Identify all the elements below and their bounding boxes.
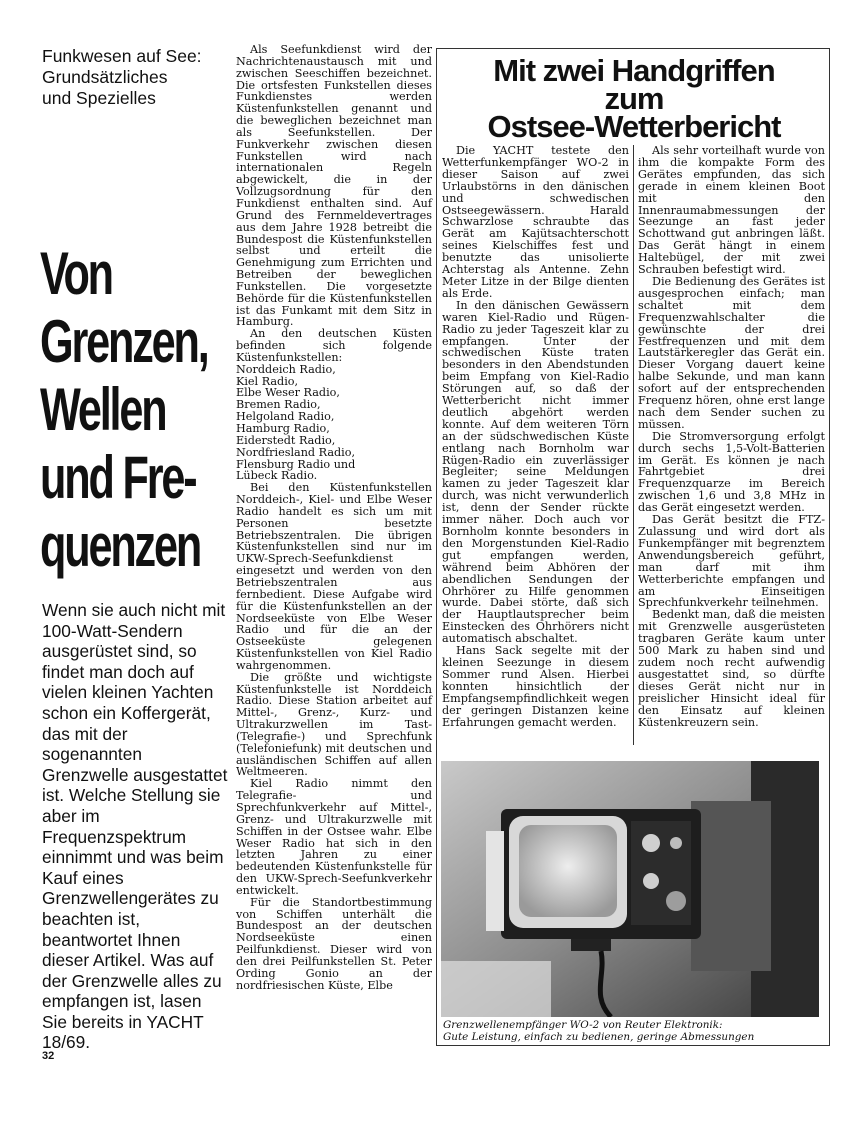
paragraph: In den dänischen Gewässern waren Kiel-Radio und Rügen-Radio zu jeder Tageszeit klar zu empfangen. Unter der schwedischen Küste traten besonders in den Abendstunden beim Empfang von Kiel-Radio Störungen auf, so daß der Wetterbericht nicht immer deutlich abgehört werden konnte. Auf dem weiteren Törn an der südschwedischen Küste entlang nach Bornholm war Rügen-Radio ein zuverlässiger Begleiter; seine Meldungen kamen zu jeder Tageszeit klar durch, was nicht verwunderlich ist, denn der Sender rückte immer näher. Doch auch vor Bornholm konnte besonders in den Morgenstunden Kiel-Radio gut empfangen werden, während beim Abhören der abendlichen Sendungen der Ohrhörer zu Hilfe genommen wurde. Dabei störte, daß sich der Hauptlautsprecher beim Einstecken des Ohrhörers nicht automatisch abschaltet.: [442, 298, 629, 646]
paragraph: Bei den Küstenfunkstellen Norddeich-, Kiel- und Elbe Weser Radio handelt es sich um mit Personen besetzte Betriebszentralen. Die übrigen Küstenfunkstellen sind nur im UKW-Sprech-Seefunkdienst eingesetzt und werden von den Betriebszentralen aus fernbedient. Diese Aufgabe wird für die Küstenfunkstellen an der Nordseeküste von Elbe Weser Radio und für die an der Ostseeküste gelegenen Küstenfunkstellen von Kiel Radio wahrgenommen.: [236, 481, 432, 672]
paragraph: Hans Sack segelte mit der kleinen Seezunge in diesem Sommer rund Alsen. Hierbei konnten hinsichtlich der Empfangsempfindlichkeit wegen der geringen Distanzen keine Erfahrungen gemacht werden.: [442, 644, 629, 729]
box-column-left: [442, 145, 629, 728]
paragraph: Die YACHT testete den Wetterfunkempfänger WO-2 in dieser Saison auf zwei Urlaubstörns in den dänischen und schwedischen Ostseegewässern. Harald Schwarzlose schraubte das Gerät am Kajütsachterschott seines Kielschiffes fest und benutzte das unisolierte Achterstag als Antenne. Zehn Meter Litze in der Bilge dienten als Erde.: [442, 144, 629, 300]
article-lead: Wenn sie auch nicht mit 100-Watt-Sendern ausgerüstet sind, so findet man doch auf vielen kleinen Yachten schon ein Koffergerät, das mit der sogenannten Grenzwelle ausgestattet ist. Welche Stellung sie aber im Frequenzspektrum einnimmt und was beim Kauf eines Grenzwellengerätes zu beachten ist, beantwortet Ihnen dieser Artikel. Was auf der Grenzwelle alles zu empfangen ist, lasen Sie bereits in YACHT 18/69.: [42, 600, 228, 1053]
paragraph: Bedenkt man, daß die meisten mit Grenzwelle ausgerüsteten tragbaren Geräte kaum unter 500 Mark zu haben sind und zudem noch recht aufwendig ausgestattet sind, so dürfte dieses Gerät nicht nur in preislicher Hinsicht ideal für den Einsatz auf kleinen Küstenkreuzern sein.: [638, 608, 825, 729]
test-report-box: [436, 48, 830, 1046]
paragraph: Das Gerät besitzt die FTZ-Zulassung und wird dort als Funkempfänger mit begrenztem Anwendungsbereich geführt, man darf mit ihm Wetterberichte empfangen und am Einseitigen Sprechfunkverkehr teilnehmen.: [638, 513, 825, 610]
photo-caption: Grenzwellenempfänger WO-2 von Reuter Elektronik: Gute Leistung, einfach zu bedienen, geringe Abmessungen: [443, 1019, 755, 1043]
main-text-column: [236, 44, 432, 992]
box-title: Mit zwei Handgriffen zum Ostsee-Wetterbericht: [487, 53, 781, 144]
radio-receiver-photo: [441, 761, 819, 1017]
article-headline: Von Grenzen, Wellen und Fre- quenzen: [40, 240, 208, 579]
paragraph: Die Bedienung des Gerätes ist ausgesprochen einfach; man schaltet mit dem Frequenzwahlschalter die gewünschte der drei Festfrequenzen und mit dem Lautstärkeregler das Gerät ein. Dieser Vorgang dauert keine halbe Sekunde, und man kann sofort auf der entsprechenden Frequenz hören, ohne erst lange nach dem Sender suchen zu müssen.: [638, 274, 825, 431]
radio-receiver-illustration: [441, 761, 819, 1017]
page-number: 32: [42, 1050, 55, 1062]
paragraph: Kiel Radio nimmt den Telegrafie- und Sprechfunkverkehr auf Mittel-, Grenz- und Ultrakurzwelle mit Schiffen in der Ostsee wahr. Elbe Weser Radio hat sich in den letzten Jahren zu einer bedeutenden Küstenfunkstelle für den UKW-Sprech-Seefunkverkehr entwickelt.: [236, 777, 432, 897]
station-list: Norddeich Radio, Kiel Radio, Elbe Weser Radio, Bremen Radio, Helgoland Radio, Hamburg Radio, Eiderstedt Radio, Nordfriesland Radio, Flensburg Radio und Lübeck Radio.: [236, 362, 356, 483]
paragraph: Für die Standortbestimmung von Schiffen unterhält die Bundespost an der deutschen Nordseeküste einen Peilfunkdienst. Dieser wird von den drei Peilfunkstellen St. Peter Ording Gonio an der nordfriesischen Küste, Elbe: [236, 895, 432, 992]
column-divider: [633, 145, 634, 745]
paragraph: An den deutschen Küsten befinden sich folgende Küstenfunkstellen:: [236, 327, 432, 364]
paragraph: Als sehr vorteilhaft wurde von ihm die kompakte Form des Gerätes empfunden, das sich gerade in einem kleinen Boot mit den Innenraumabmessungen der Seezunge an fast jeder Schottwand gut anbringen läßt. Das Gerät hängt in einem Haltebügel, der mit zwei Schrauben befestigt wird.: [638, 144, 825, 277]
paragraph: Die Stromversorgung erfolgt durch sechs 1,5-Volt-Batterien im Gerät. Es können je nach Fahrtgebiet drei Frequenzquarze im Bereich zwischen 1,6 und 3,8 MHz in das Gerät eingesetzt werden.: [638, 429, 825, 515]
paragraph: Die größte und wichtigste Küstenfunkstelle ist Norddeich Radio. Diese Station arbeitet auf Mittel-, Grenz-, Kurz- und Ultrakurzwellen im Tast-(Telegrafie-) und Sprechfunk (Telefoniefunk) mit deutschen und ausländischen Schiffen auf allen Weltmeeren.: [236, 670, 432, 779]
paragraph: Als Seefunkdienst wird der Nachrichtenaustausch mit und zwischen Seeschiffen bezeichnet. Die ortsfesten Funkstellen dieses Funkdienstes werden Küstenfunkstellen genannt und die beweglichen bezeichnet man als Seefunkstellen. Der Funkverkehr zwischen diesen Funkstellen wird nach internationalen Regeln abgewickelt, die in der Vollzugsordnung für den Funkdienst enthalten sind. Auf Grund des Fernmeldevertrages aus dem Jahre 1928 betreibt die Bundespost die Küstenfunkstellen selbst und erteilt die Genehmigung zum Errichten und Betreiben der beweglichen Funkstellen. Die vorgesetzte Behörde für die Küstenfunkstellen ist das Funkamt mit dem Sitz in Hamburg.: [236, 43, 432, 329]
article-kicker: Funkwesen auf See: Grundsätzliches und Spezielles: [42, 46, 202, 108]
box-column-right: [638, 145, 825, 728]
